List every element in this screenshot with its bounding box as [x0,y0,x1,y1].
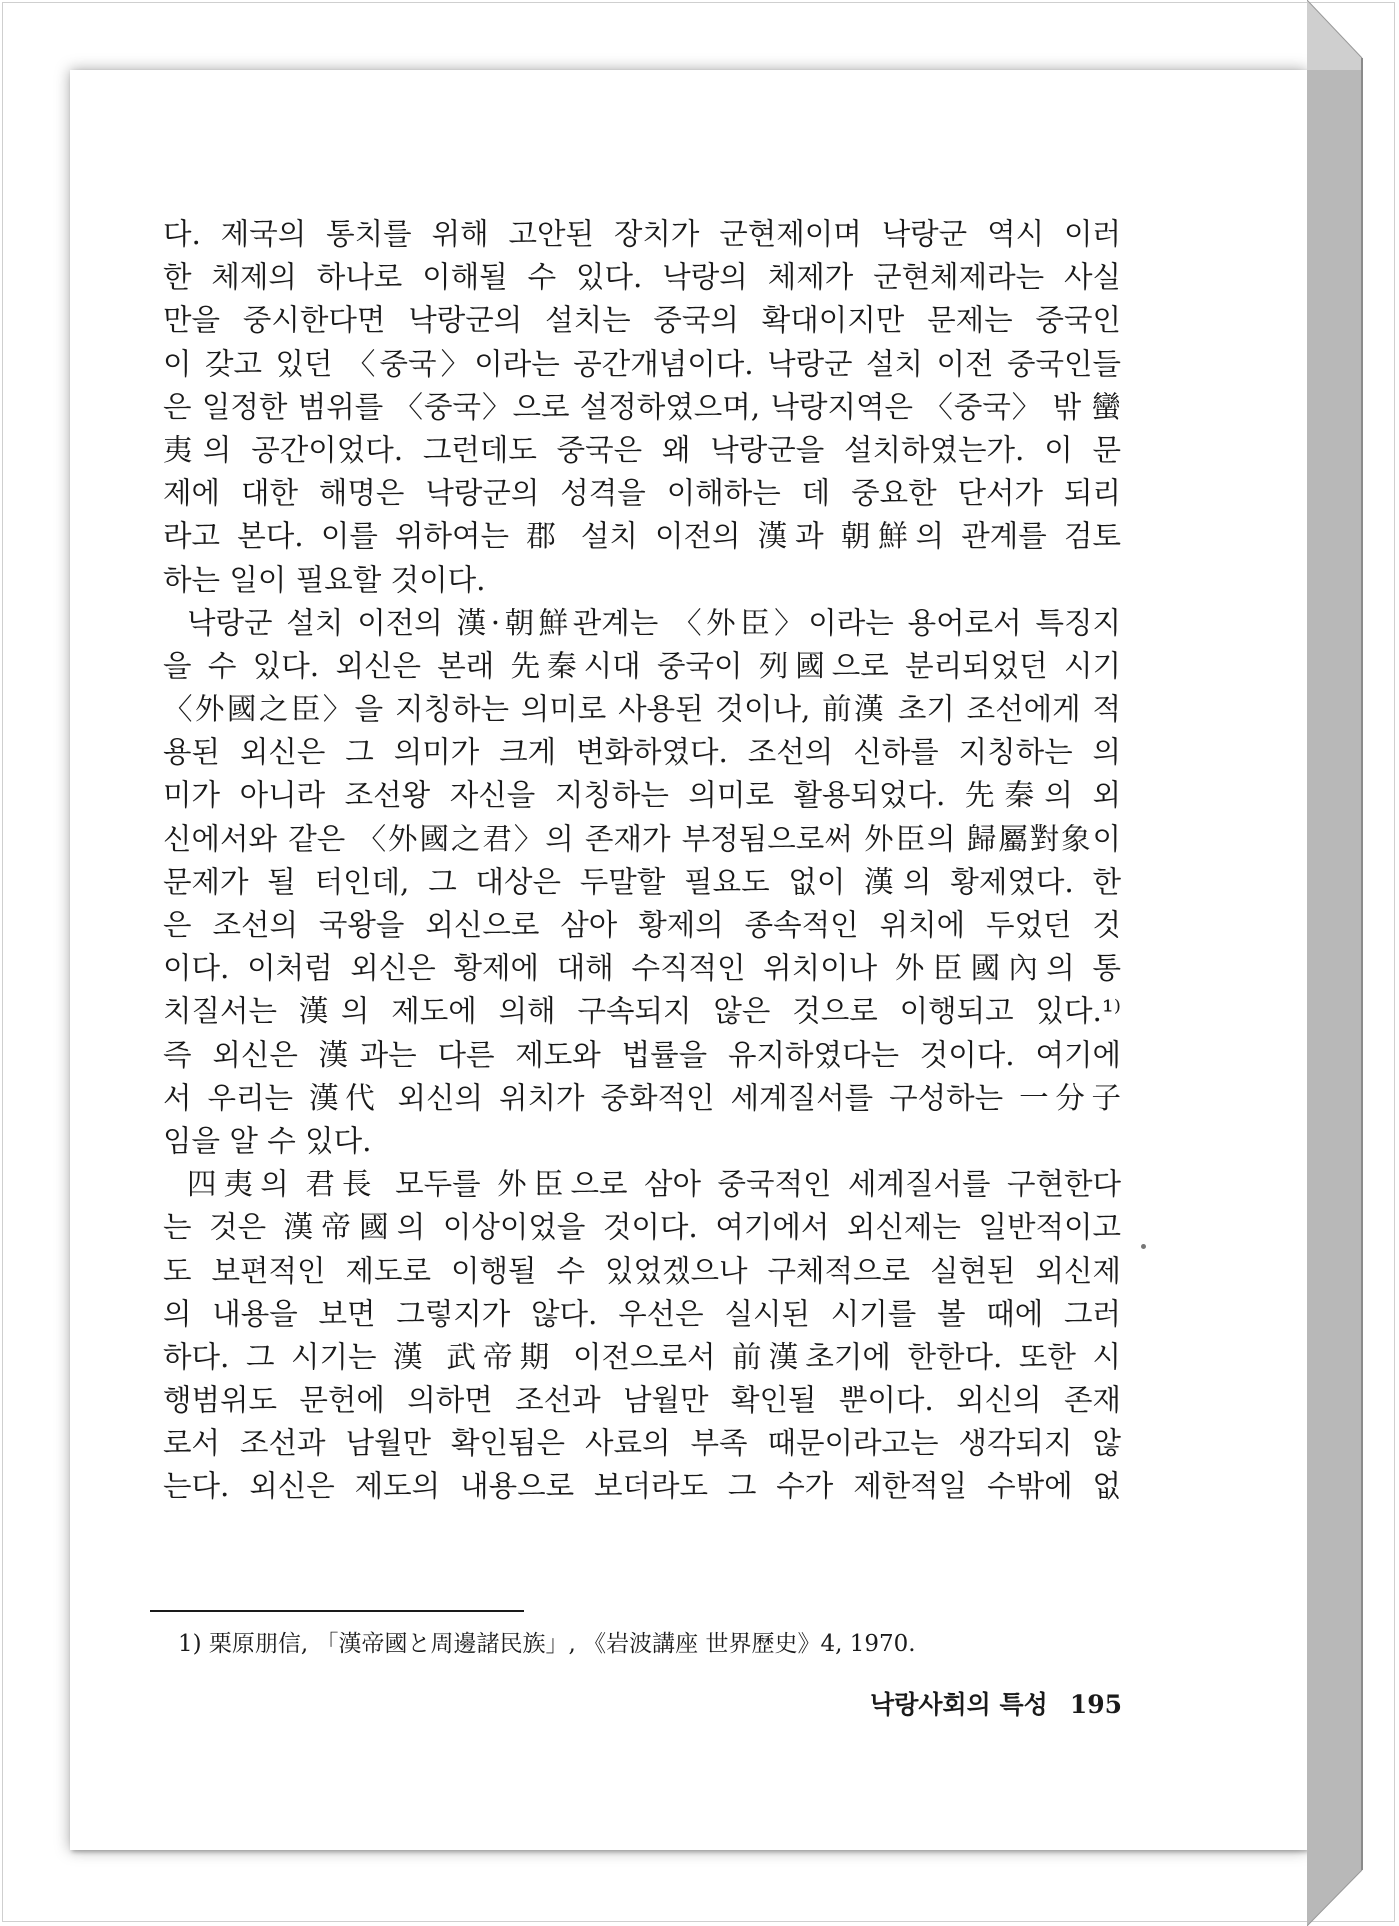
text-line: 이다. 이처럼 외신은 황제에 대해 수직적인 위치이나 外臣國內의 통 [163,951,1121,986]
text-line: 한 체제의 하나로 이해될 수 있다. 낙랑의 체제가 군현체제라는 사실 [163,260,1121,295]
text-line: 하는 일이 필요할 것이다. [163,562,486,597]
page-number: 195 [1069,1690,1122,1719]
text-line: 치질서는 漢의 제도에 의해 구속되지 않은 것으로 이행되고 있다.¹⁾ [163,994,1121,1029]
footnote: 1) 栗原朋信, 「漢帝國と周邊諸民族」, 《岩波講座 世界歷史》4, 1970. [178,1631,916,1657]
body-text [163,213,1121,1509]
text-line: 만을 중시한다면 낙랑군의 설치는 중국의 확대이지만 문제는 중국인 [163,303,1121,338]
text-line: 서 우리는 漢代 외신의 위치가 중화적인 세계질서를 구성하는 一分子 [163,1080,1121,1115]
text-line: 임을 알 수 있다. [163,1123,372,1158]
text-line: 은 조선의 국왕을 외신으로 삼아 황제의 종속적인 위치에 두었던 것 [163,908,1121,942]
text-line: 四夷의 君長 모두를 外臣으로 삼아 중국적인 세계질서를 구현한다 [187,1167,1121,1202]
text-line: 라고 본다. 이를 위하여는 郡 설치 이전의 漢과 朝鮮의 관계를 검토 [163,519,1121,554]
text-line: 낙랑군 설치 이전의 漢·朝鮮관계는 〈外臣〉이라는 용어로서 특징지 [187,605,1121,640]
text-line: 하다. 그 시기는 漢 武帝期 이전으로서 前漢초기에 한한다. 또한 시 [163,1339,1121,1374]
text-line: 도 보편적인 제도로 이행될 수 있었겠으나 구체적으로 실현된 외신제 [163,1253,1121,1288]
text-line: 을 수 있다. 외신은 본래 先秦시대 중국이 列國으로 분리되었던 시기 [163,648,1121,683]
footnote-divider [150,1610,524,1612]
text-line: 행범위도 문헌에 의하면 조선과 남월만 확인될 뿐이다. 외신의 존재 [163,1383,1121,1418]
text-line: 미가 아니라 조선왕 자신을 지칭하는 의미로 활용되었다. 先秦의 외 [163,778,1121,813]
text-line: 이 갖고 있던 〈중국〉이라는 공간개념이다. 낙랑군 설치 이전 중국인들 [163,346,1121,381]
text-line: 은 일정한 범위를 〈중국〉으로 설정하였으며, 낙랑지역은 〈중국〉 밖 蠻 [163,389,1121,424]
text-line: 〈外國之臣〉을 지칭하는 의미로 사용된 것이나, 前漢 초기 조선에게 적 [163,692,1121,727]
text-line: 제에 대한 해명은 낙랑군의 성격을 이해하는 데 중요한 단서가 되리 [163,476,1121,511]
text-line: 는다. 외신은 제도의 내용으로 보더라도 그 수가 제한적일 수밖에 없 [163,1469,1121,1504]
text-line: 다. 제국의 통치를 위해 고안된 장치가 군현제이며 낙랑군 역시 이러 [163,217,1121,251]
page-footer [812,1685,1122,1721]
text-line: 의 내용을 보면 그렇지가 않다. 우선은 실시된 시기를 볼 때에 그러 [163,1296,1121,1331]
text-line: 로서 조선과 남월만 확인됨은 사료의 부족 때문이라고는 생각되지 않 [163,1426,1121,1461]
running-title: 낙랑사회의 특성 [870,1690,1048,1719]
text-line: 문제가 될 터인데, 그 대상은 두말할 필요도 없이 漢의 황제였다. 한 [163,864,1121,899]
text-line: 신에서와 같은 〈外國之君〉의 존재가 부정됨으로써 外臣의 歸屬對象이 [163,821,1121,856]
text-line: 즉 외신은 漢과는 다른 제도와 법률을 유지하였다는 것이다. 여기에 [163,1037,1121,1072]
page-edge [1307,0,1367,1926]
scan-speck [1141,1244,1146,1249]
text-line: 夷의 공간이었다. 그런데도 중국은 왜 낙랑군을 설치하였는가. 이 문 [163,432,1121,467]
text-line: 용된 외신은 그 의미가 크게 변화하였다. 조선의 신하를 지칭하는 의 [163,735,1121,770]
text-line: 는 것은 漢帝國의 이상이었을 것이다. 여기에서 외신제는 일반적이고 [163,1210,1121,1245]
